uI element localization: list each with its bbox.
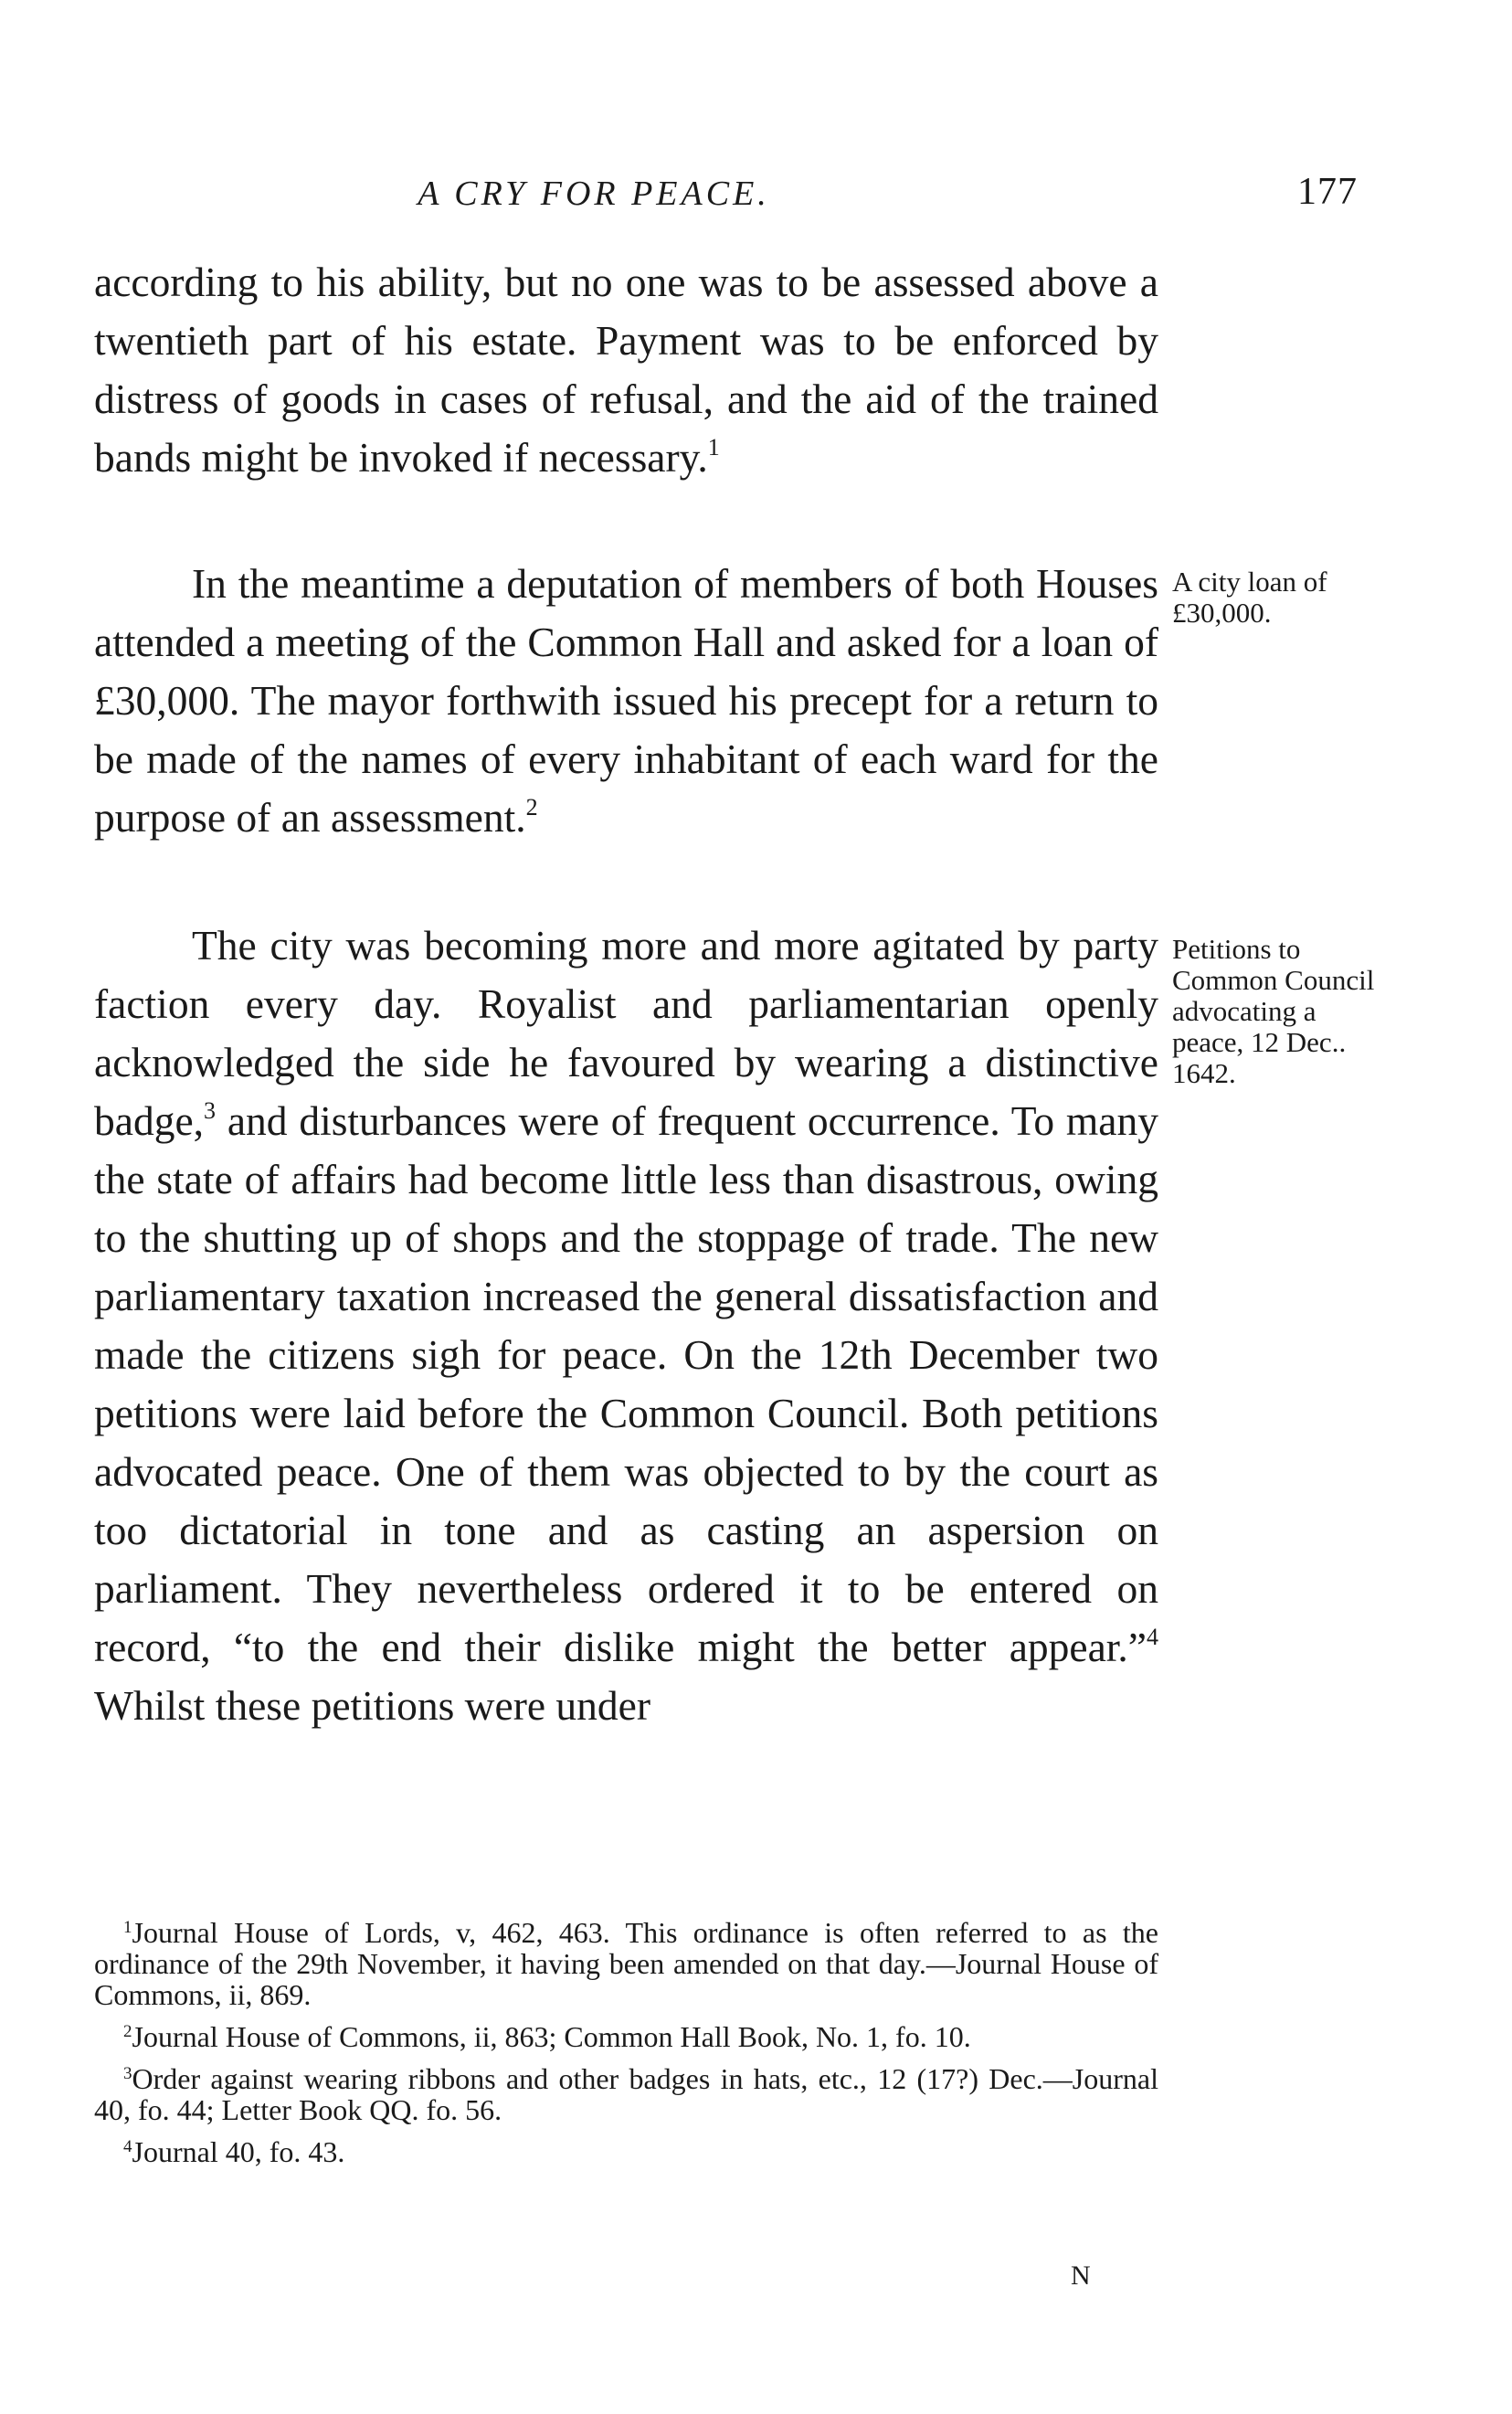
- page-number: 177: [1297, 171, 1358, 213]
- footnote-ref-3: 3: [204, 1097, 217, 1124]
- footnote-4: [94, 2136, 1158, 2167]
- footnote-number: 3: [123, 2064, 132, 2083]
- paragraph-3-text-b: and disturbances were of frequent occurrence. To many the state of affairs had become little less than disastrous, owing to the shutting up of shops and the stoppage of trade. The new parliamentary taxation increased the general dissatisfaction and made the citizens sigh for peace. On the 12th December two petitions were laid before the Common Council. Both petitions advocated peace. One of them was objected to by the court as too dictatorial in tone and as casting an aspersion on parliament. They nevertheless ordered it to be entered on record, “to the end their dislike might the better appear.”: [94, 1097, 1158, 1670]
- footnote-1: [94, 1917, 1158, 2010]
- paragraph-1: [94, 253, 1158, 487]
- margin-note-city-loan: A city loan of £30,000.: [1172, 566, 1327, 629]
- footnote-text: Journal House of Lords, v, 462, 463. This ordinance is often referred to as the ordinance of the 29th November, it having been amended on that day.—Journal House of Commons, ii, 869.: [94, 1916, 1158, 2011]
- footnote-number: 1: [123, 1918, 132, 1937]
- footnote-ref-4: 4: [1147, 1624, 1158, 1650]
- footnote-3: [94, 2063, 1158, 2125]
- footnote-text: Journal House of Commons, ii, 863; Common Hall Book, No. 1, fo. 10.: [132, 2020, 971, 2053]
- footnote-number: 4: [123, 2137, 132, 2156]
- footnote-ref-2: 2: [525, 794, 538, 821]
- footnote-number: 2: [123, 2022, 132, 2041]
- margin-note-petitions: Petitions to Common Council advocating a peace, 12 Dec.. 1642.: [1172, 933, 1375, 1089]
- paragraph-3-text-a: The city was becoming more and more agitated by party faction every day. Royalist and parliamentarian openly acknowledged the side he favoured by wearing a distinctive badge,: [94, 922, 1158, 1144]
- footnote-2: [94, 2021, 1158, 2052]
- paragraph-1-text: according to his ability, but no one was to be assessed above a twentieth part of his estate. Payment was to be enforced by distress of goods in cases of refusal, and the aid of the trained bands might be invoked if necessary.: [94, 259, 1158, 481]
- running-title: A CRY FOR PEACE.: [418, 175, 770, 213]
- footnote-text: Order against wearing ribbons and other badges in hats, etc., 12 (17?) Dec.—Journal 40, fo. 44; Letter Book QQ. fo. 56.: [94, 2062, 1158, 2126]
- paragraph-2-text: In the meantime a deputation of members of both Houses attended a meeting of the Common Hall and asked for a loan of £30,000. The mayor forthwith issued his precept for a return to be made of the names of every inhabitant of each ward for the purpose of an assessment.: [94, 560, 1158, 841]
- signature-mark: N: [1071, 2260, 1091, 2291]
- footnotes: [94, 1917, 1158, 2178]
- paragraph-3: [94, 916, 1158, 1735]
- paragraph-3-text-c: Whilst these petitions were under: [94, 1682, 651, 1729]
- paragraph-2: [94, 555, 1158, 847]
- footnote-ref-1: 1: [707, 434, 720, 461]
- footnote-text: Journal 40, fo. 43.: [132, 2135, 345, 2168]
